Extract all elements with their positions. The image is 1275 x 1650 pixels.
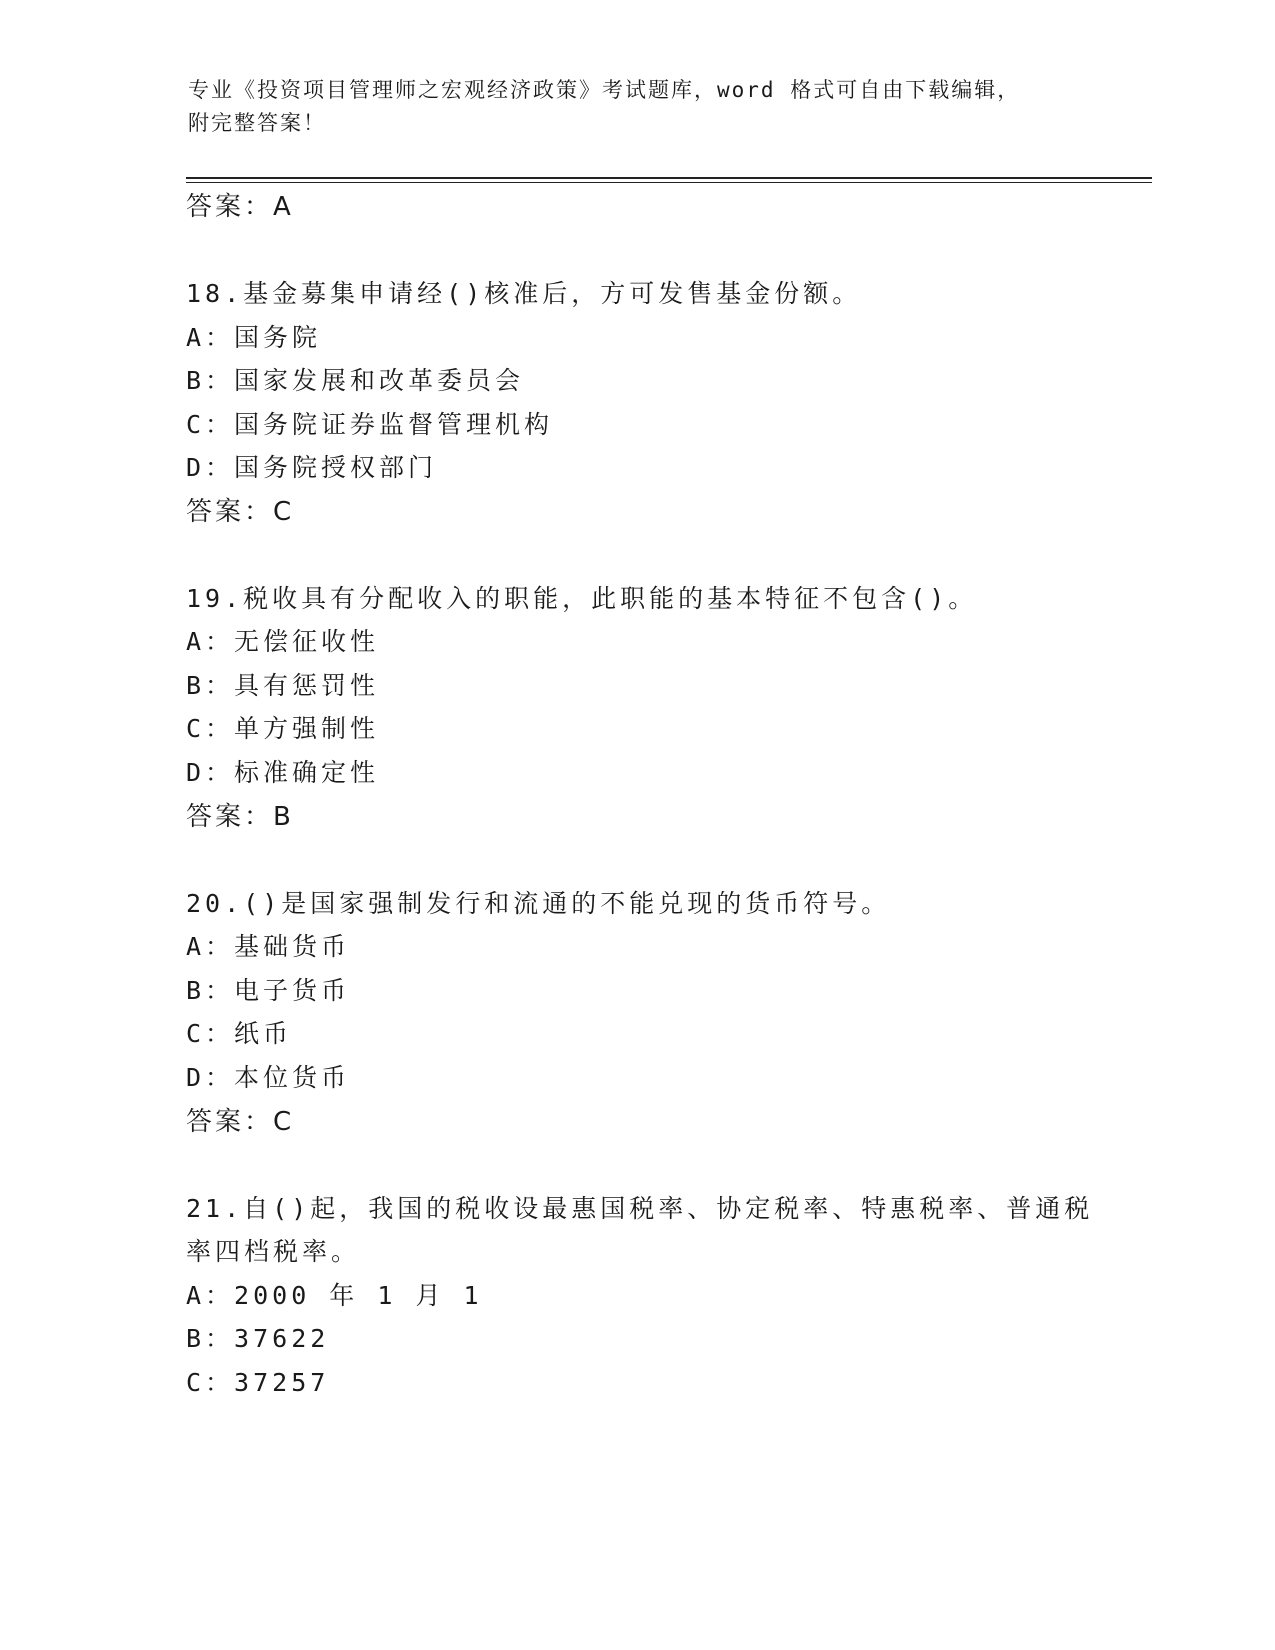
- q18-option-a: A：国务院: [186, 323, 322, 352]
- q19-option-b: B：具有惩罚性: [186, 671, 380, 700]
- document-header: [188, 74, 1088, 140]
- header-divider-thin: [186, 182, 1152, 183]
- q18-option-c: C：国务院证券监督管理机构: [186, 410, 554, 439]
- q18-option-b: B：国家发展和改革委员会: [186, 366, 525, 395]
- q20-option-c: C：纸币: [186, 1019, 293, 1048]
- q20-option-a: A：基础货币: [186, 932, 351, 961]
- q21-option-a: A：2000 年 1 月 1: [186, 1281, 483, 1310]
- q19-option-d: D：标准确定性: [186, 758, 380, 787]
- question-21-line-1: 21.自()起，我国的税收设最惠国税率、协定税率、特惠税率、普通税: [186, 1194, 1094, 1223]
- q19-answer: 答案：B: [186, 802, 294, 832]
- q18-option-d: D：国务院授权部门: [186, 453, 438, 482]
- q20-option-b: B：电子货币: [186, 976, 351, 1005]
- q19-option-a: A：无偿征收性: [186, 627, 380, 656]
- question-21-line-2: 率四档税率。: [186, 1237, 361, 1266]
- q21-option-c: C：37257: [186, 1368, 330, 1397]
- header-divider-thick: [186, 177, 1152, 179]
- q21-option-b: B：37622: [186, 1324, 330, 1353]
- header-line-1: 专业《投资项目管理师之宏观经济政策》考试题库，word 格式可自由下载编辑，: [188, 78, 1021, 102]
- q18-answer: 答案：C: [186, 497, 295, 527]
- previous-answer: 答案：A: [186, 192, 294, 222]
- header-line-2: 附完整答案！: [188, 111, 326, 135]
- question-18: 18.基金募集申请经()核准后，方可发售基金份额。: [186, 279, 862, 308]
- question-20: 20.()是国家强制发行和流通的不能兑现的货币符号。: [186, 889, 891, 918]
- q19-option-c: C：单方强制性: [186, 714, 380, 743]
- question-19: 19.税收具有分配收入的职能，此职能的基本特征不包含()。: [186, 584, 978, 613]
- q20-option-d: D：本位货币: [186, 1063, 351, 1092]
- q20-answer: 答案：C: [186, 1107, 295, 1137]
